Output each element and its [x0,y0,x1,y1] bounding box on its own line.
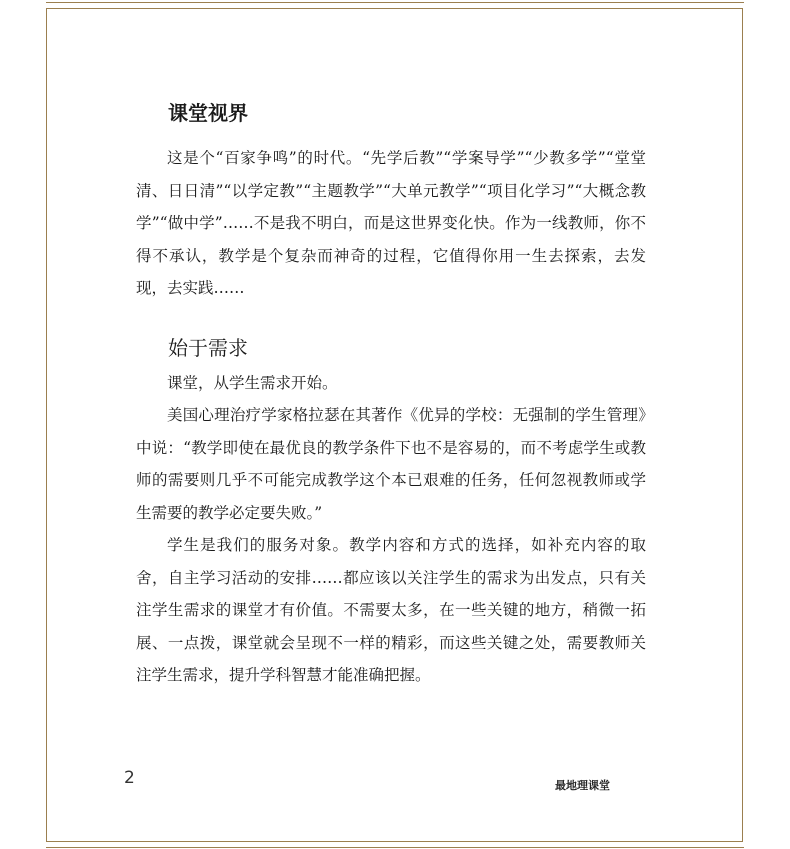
bottom-rule [46,847,744,848]
paragraph: 美国心理治疗学家格拉瑟在其著作《优异的学校：无强制的学生管理》中说：“教学即使在最优良的教学条件下也不是容易的，而不考虑学生或教师的需要则几乎不可能完成教学这个本已艰难的任务，任何忽视教师或学生需要的教学必定要失败。” [136,406,646,522]
top-rule [46,2,744,3]
section-heading-start-from-needs: 始于需求 [168,335,248,360]
paragraph: 这是个“百家争鸣”的时代。“先学后教”“学案导学”“少教多学”“堂堂清、日日清”“以学定教”“主题教学”“大单元教学”“项目化学习”“大概念教学”“做中学”……不是我不明白，而是这世界变化快。作为一线教师，你不得不承认，教学是个复杂而神奇的过程，它值得你用一生去探索，去发现，去实践…… [136,149,646,297]
section-heading-classroom-vision: 课堂视界 [168,101,248,125]
paragraph: 课堂，从学生需求开始。 [167,373,338,392]
paragraph: 学生是我们的服务对象。教学内容和方式的选择，如补充内容的取舍，自主学习活动的安排……都应该以关注学生的需求为出发点，只有关注学生需求的课堂才有价值。不需要太多，在一些关键的地方，稍微一拓展、一点拨，课堂就会呈现不一样的精彩，而这些关键之处，需要教师关注学生需求，提升学科智慧才能准确把握。 [136,536,646,684]
page-content [136,96,646,692]
running-title: 最地理课堂 [555,779,610,792]
page-number: 2 [124,768,135,788]
